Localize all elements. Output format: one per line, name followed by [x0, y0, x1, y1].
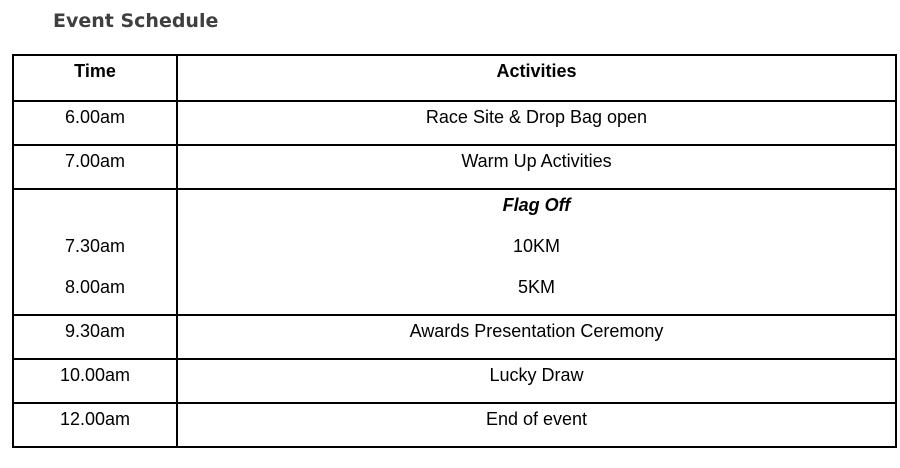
activity-cell: Warm Up Activities [177, 145, 896, 189]
time-cell: 12.00am [13, 403, 177, 447]
activity-cell: 5KM [517, 277, 555, 297]
table-row [13, 315, 896, 359]
activity-cell-group [177, 189, 896, 315]
table-row [13, 145, 896, 189]
table-row [13, 101, 896, 145]
table-row [13, 359, 896, 403]
table-header-row [13, 55, 896, 101]
table-row-flag-off [13, 189, 896, 315]
table-row [13, 403, 896, 447]
activity-cell: Race Site & Drop Bag open [177, 101, 896, 145]
page-title: Event Schedule [53, 10, 219, 32]
activities-column-header: Activities [177, 55, 896, 101]
activity-cell: Awards Presentation Ceremony [177, 315, 896, 359]
time-cell: 6.00am [13, 101, 177, 145]
spacer [14, 190, 176, 231]
flag-off-label: Flag Off [502, 195, 571, 215]
time-cell: 7.30am [64, 236, 126, 256]
time-cell-group [13, 189, 177, 315]
event-schedule-table [12, 54, 897, 448]
time-cell: 7.00am [13, 145, 177, 189]
time-column-header: Time [13, 55, 177, 101]
time-cell: 9.30am [13, 315, 177, 359]
time-cell: 8.00am [64, 277, 126, 297]
time-cell: 10.00am [13, 359, 177, 403]
activity-cell: 10KM [512, 236, 561, 256]
activity-cell: End of event [177, 403, 896, 447]
activity-cell: Lucky Draw [177, 359, 896, 403]
